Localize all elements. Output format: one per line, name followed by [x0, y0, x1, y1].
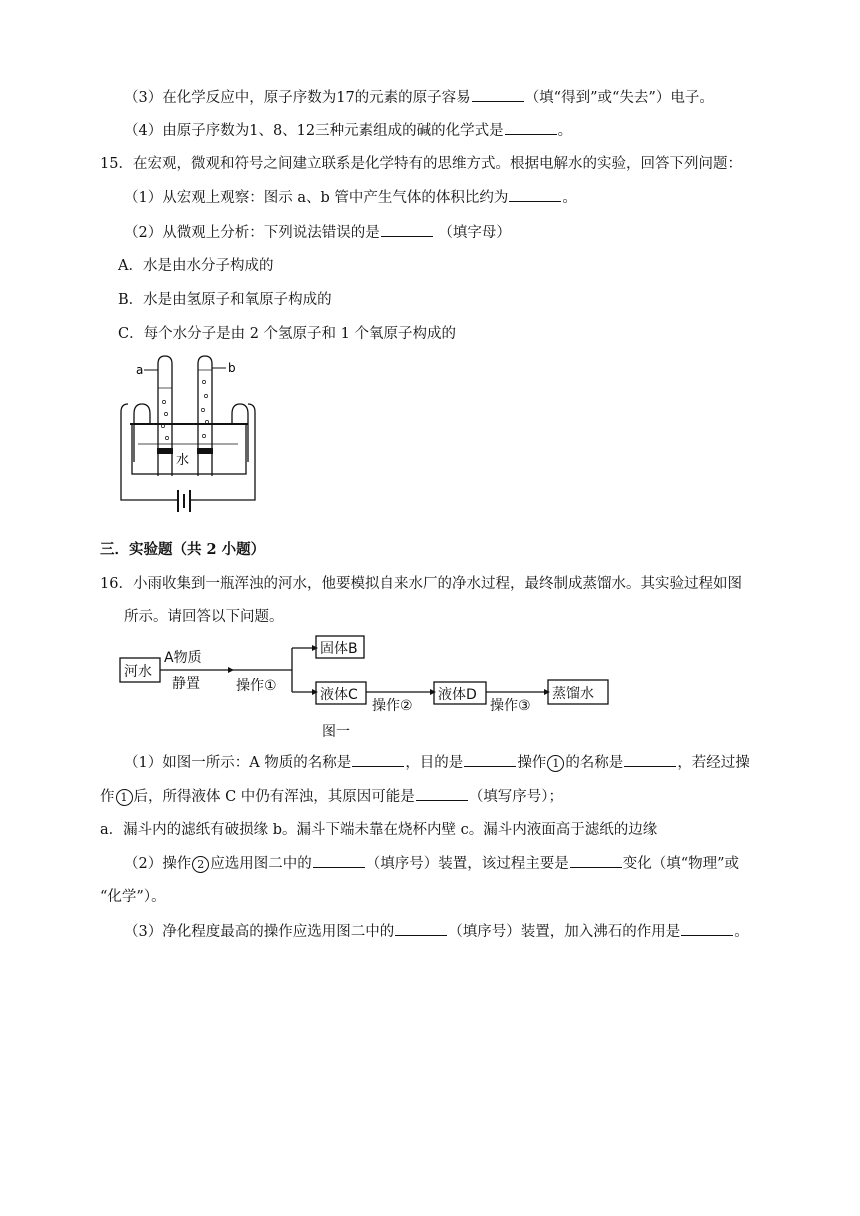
q16-stem-line1: 16．小雨收集到一瓶浑浊的河水，他要模拟自来水厂的净水过程，最终制成蒸馏水。其实验过程如图	[100, 576, 742, 592]
answer-blank[interactable]	[464, 752, 516, 767]
tube-a-label: a	[136, 363, 144, 377]
operation-3-label: 操作③	[490, 698, 531, 714]
q16-part2-line1: （2）操作 2 应选用图二中的 （填序号）装置，该过程主要是 变化（填“物理”或	[124, 853, 739, 874]
answer-blank[interactable]	[381, 222, 433, 237]
q16-part1-reasons: a．漏斗内的滤纸有破损缘 b。漏斗下端未靠在烧杯内壁 c。漏斗内液面高于滤纸的边缘	[100, 822, 658, 838]
circled-number: 1	[547, 755, 564, 772]
operation-2-label: 操作②	[372, 698, 413, 714]
substance-a-label: A物质	[164, 650, 202, 666]
q15-part2: （2）从微观上分析：下列说法错误的是 （填字母）	[124, 222, 511, 243]
solid-b-label: 固体B	[320, 641, 358, 657]
q16-part1-line2: 作 1 后，所得液体 C 中仍有浑浊，其原因可能是 （填写序号）；	[100, 786, 563, 807]
liquid-c-label: 液体C	[320, 687, 358, 703]
electrolysis-figure	[118, 352, 258, 524]
q15-option-c: C．每个水分子是由 2 个氢原子和 1 个氧原子构成的	[118, 326, 456, 342]
q15-option-a: A．水是由水分子构成的	[118, 258, 274, 274]
circled-number: 2	[192, 856, 209, 873]
q16-part2-line2: “化学”）。	[100, 889, 166, 905]
answer-blank[interactable]	[313, 853, 365, 868]
q14-part4: （4）由原子序数为1、8、12三种元素组成的碱的化学式是 。	[124, 120, 572, 141]
answer-blank[interactable]	[395, 921, 447, 936]
answer-blank[interactable]	[624, 752, 676, 767]
answer-blank[interactable]	[472, 87, 524, 102]
operation-1-label: 操作①	[236, 678, 277, 694]
q16-stem-line2: 所示。请回答以下问题。	[124, 609, 284, 625]
distilled-water-label: 蒸馏水	[552, 686, 594, 702]
q14-part3: （3）在化学反应中，原子序数为17的元素的原子容易 （填“得到”或“失去”）电子。	[124, 87, 714, 108]
river-water-label: 河水	[124, 664, 152, 680]
answer-blank[interactable]	[509, 187, 561, 202]
answer-blank[interactable]	[570, 853, 622, 868]
purification-flow-diagram	[116, 632, 616, 744]
tube-b-label: b	[228, 361, 236, 375]
answer-blank[interactable]	[352, 752, 404, 767]
water-label: 水	[176, 453, 190, 468]
circled-number: 1	[116, 789, 133, 806]
q16-part1-line1: （1）如图一所示：A 物质的名称是 ，目的是 操作 1 的名称是 ，若经过操	[124, 752, 750, 773]
section-heading: 三．实验题（共 2 小题）	[100, 541, 266, 558]
q15-part1: （1）从宏观上观察：图示 a、b 管中产生气体的体积比约为 。	[124, 187, 577, 208]
figure-1-caption: 图一	[322, 724, 350, 740]
liquid-d-label: 液体D	[438, 687, 477, 703]
answer-blank[interactable]	[681, 921, 733, 936]
q16-part3: （3）净化程度最高的操作应选用图二中的 （填序号）装置，加入沸石的作用是 。	[124, 921, 749, 942]
q15-stem: 15．在宏观，微观和符号之间建立联系是化学特有的思维方式。根据电解水的实验，回答下列问题：	[100, 156, 742, 172]
answer-blank[interactable]	[505, 120, 557, 135]
q15-option-b: B．水是由氢原子和氧原子构成的	[118, 292, 332, 308]
answer-blank[interactable]	[416, 786, 468, 801]
settle-label: 静置	[172, 676, 200, 692]
